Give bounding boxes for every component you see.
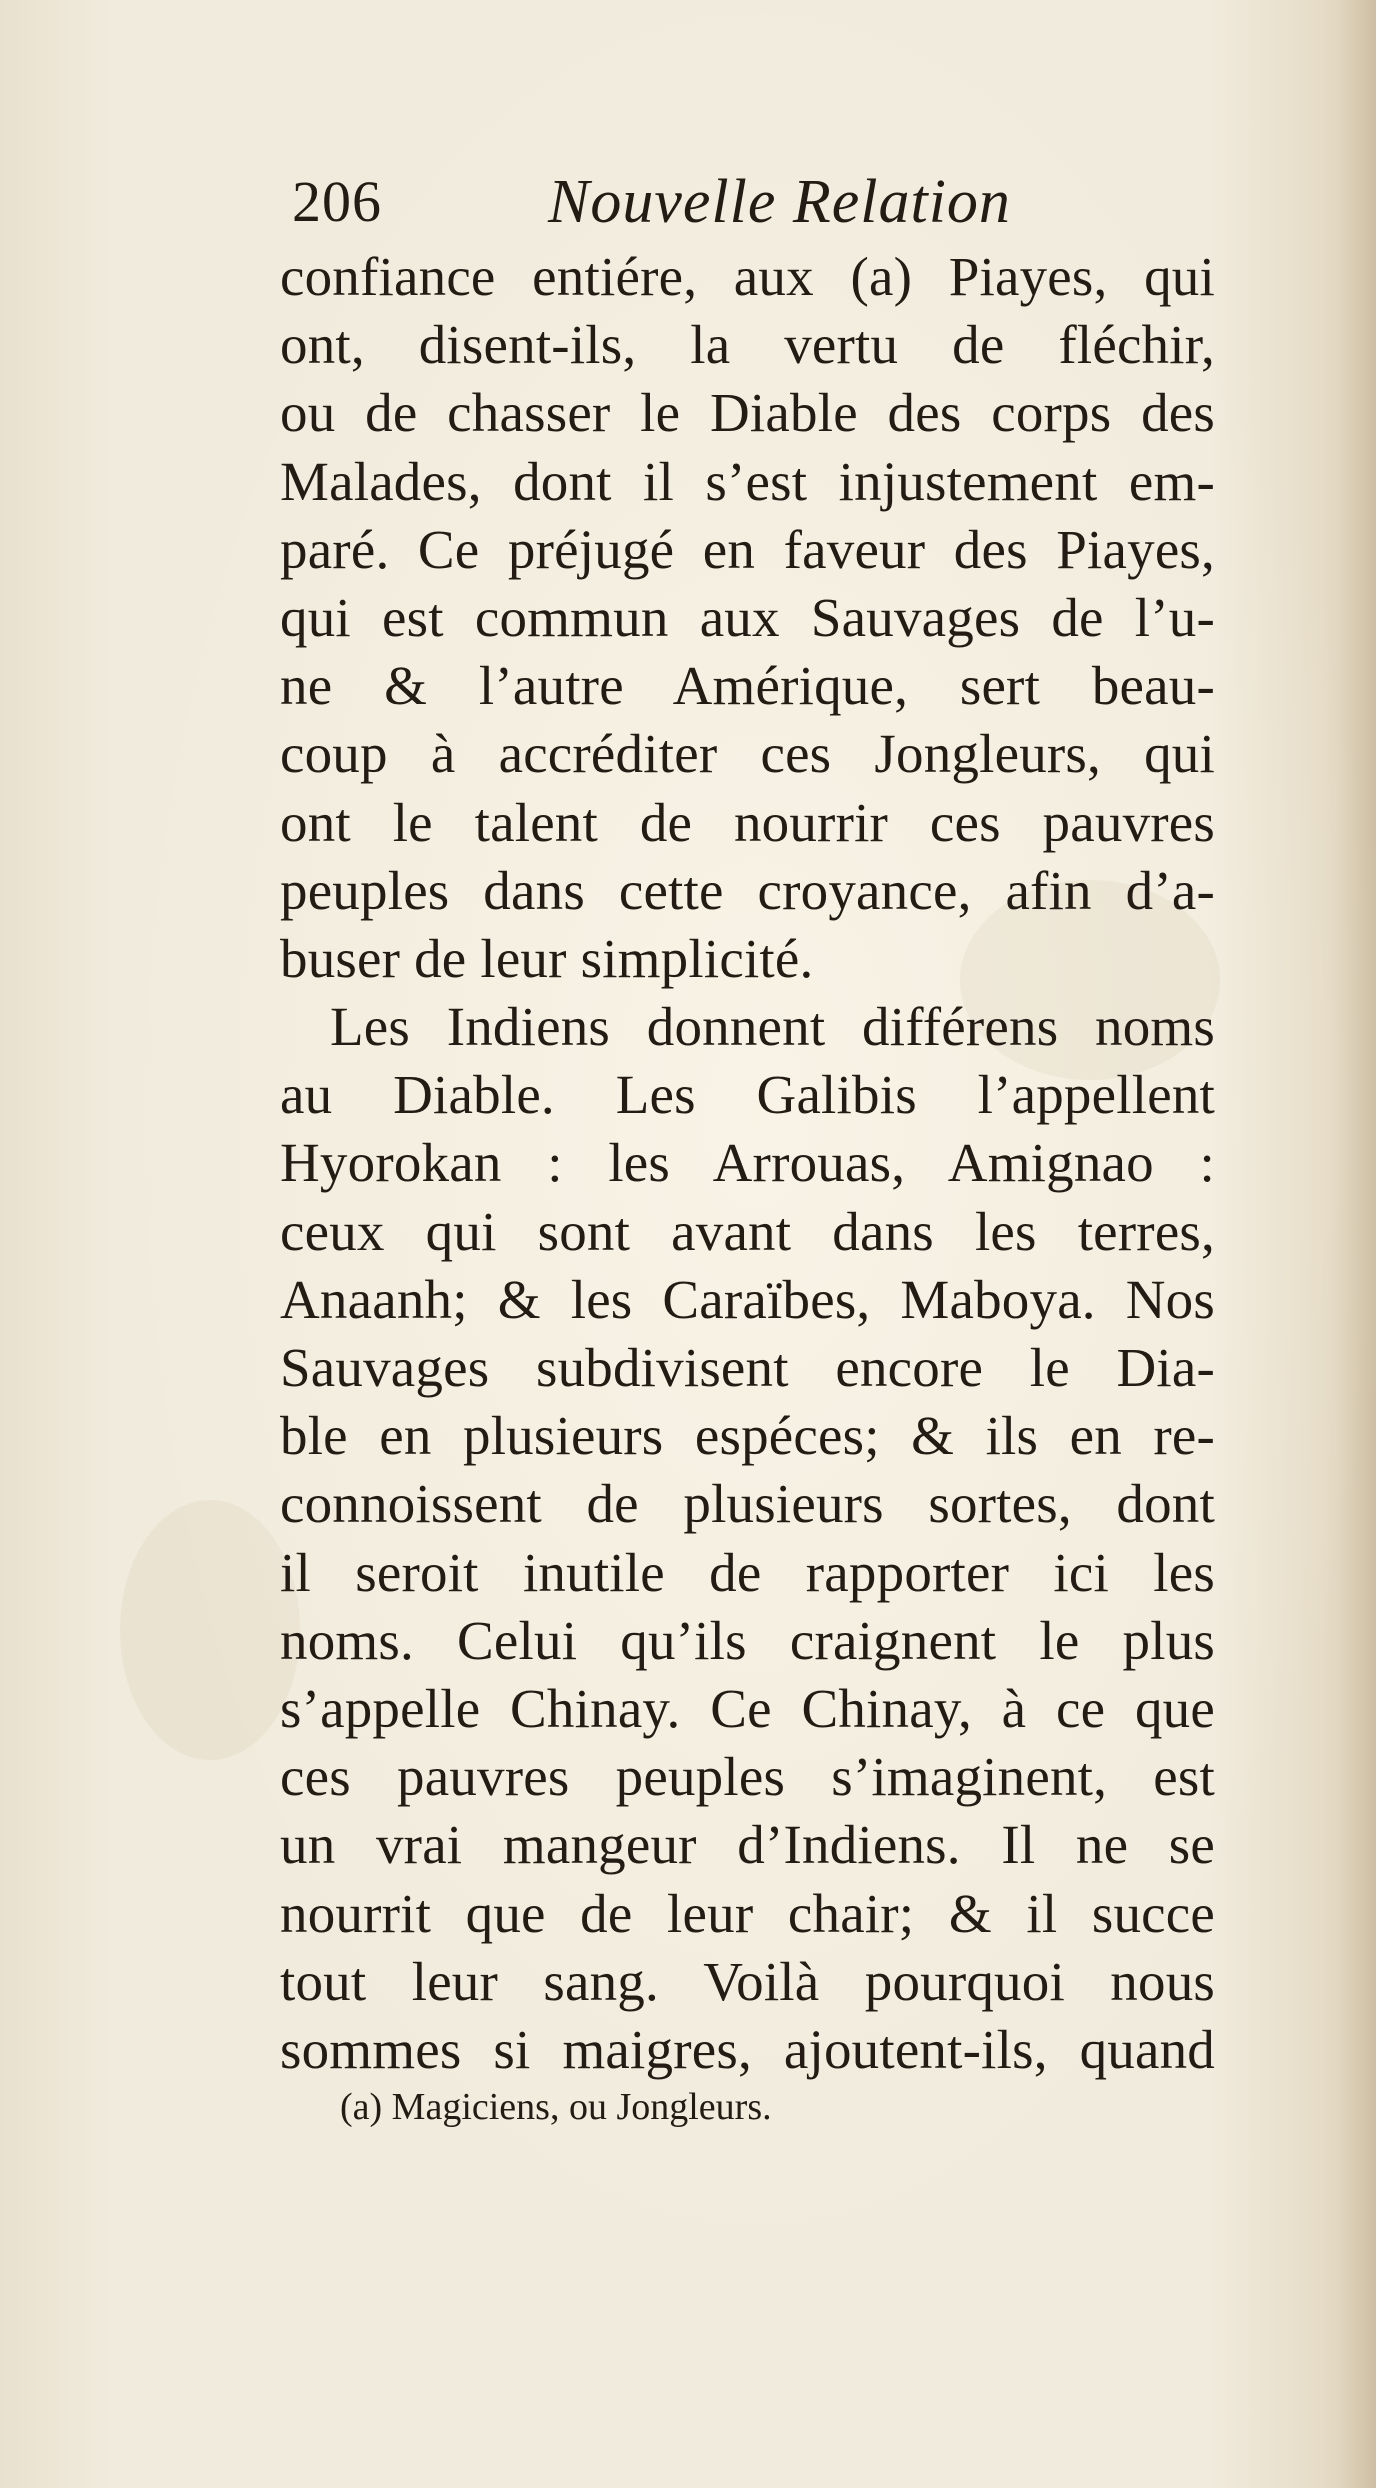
text-line: ou de chasser le Diable des corps des xyxy=(280,382,1215,444)
text-line: sommes si maigres, ajoutent-ils, quand xyxy=(280,2018,1215,2080)
text-line: il seroit inutile de rapporter ici les xyxy=(280,1541,1215,1603)
running-title: Nouvelle Relation xyxy=(548,168,1011,236)
page-number: 206 xyxy=(292,169,382,234)
paper-stain xyxy=(120,1500,300,1760)
text-line: peuples dans cette croyance, afin d’a- xyxy=(280,859,1215,921)
text-line: s’appelle Chinay. Ce Chinay, à ce que xyxy=(280,1677,1215,1739)
footnote: (a) Magiciens, ou Jongleurs. xyxy=(340,2086,772,2128)
page-edge-shadow xyxy=(1336,0,1376,2488)
text-line: nourrit que de leur chair; & il succe xyxy=(280,1882,1215,1944)
text-line: connoissent de plusieurs sortes, dont xyxy=(280,1473,1215,1535)
text-line: qui est commun aux Sauvages de l’u- xyxy=(280,586,1215,648)
text-line: ble en plusieurs espéces; & ils en re- xyxy=(280,1405,1215,1467)
page-header xyxy=(292,162,1222,242)
text-line: Les Indiens donnent différens noms xyxy=(330,996,1215,1058)
text-line: noms. Celui qu’ils craignent le plus xyxy=(280,1609,1215,1671)
text-line: Sauvages subdivisent encore le Dia- xyxy=(280,1337,1215,1398)
text-line: paré. Ce préjugé en faveur des Piayes, xyxy=(280,518,1215,580)
text-line: coup à accréditer ces Jongleurs, qui xyxy=(280,723,1215,785)
text-line: au Diable. Les Galibis l’appellent xyxy=(280,1064,1215,1126)
text-line: tout leur sang. Voilà pourquoi nous xyxy=(280,1950,1215,2012)
text-line: Malades, dont il s’est injustement em- xyxy=(280,450,1215,512)
text-line: un vrai mangeur d’Indiens. Il ne se xyxy=(280,1814,1215,1876)
text-line: ceux qui sont avant dans les terres, xyxy=(280,1200,1215,1262)
body-text xyxy=(280,243,1215,2084)
text-line: Anaanh; & les Caraïbes, Maboya. Nos xyxy=(280,1268,1215,1330)
text-line: confiance entiére, aux (a) Piayes, qui xyxy=(280,246,1215,307)
text-line: ont, disent-ils, la vertu de fléchir, xyxy=(280,314,1215,376)
text-line: ces pauvres peuples s’imaginent, est xyxy=(280,1746,1215,1808)
text-line: Hyorokan : les Arrouas, Amignao : xyxy=(280,1132,1215,1194)
text-line: ont le talent de nourrir ces pauvres xyxy=(280,791,1215,853)
text-line: ne & l’autre Amérique, sert beau- xyxy=(280,655,1215,717)
text-line: buser de leur simplicité. xyxy=(280,927,814,989)
